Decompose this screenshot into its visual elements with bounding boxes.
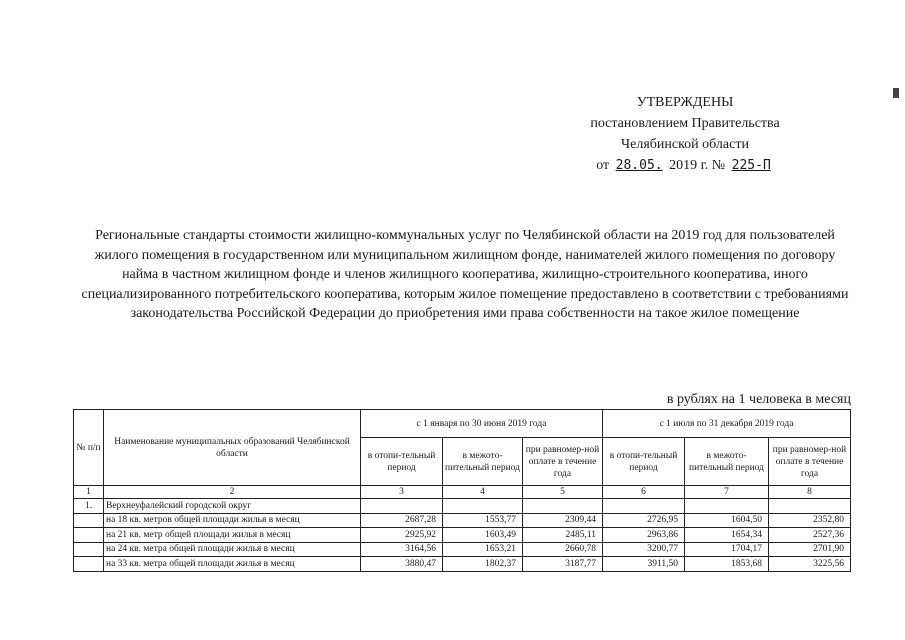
value-cell: 2485,11 xyxy=(523,528,603,543)
value-cell: 1853,68 xyxy=(685,557,769,572)
value-cell: 2660,78 xyxy=(523,542,603,557)
table-row xyxy=(74,528,851,543)
row-label: на 21 кв. метр общей площади жилья в месяц xyxy=(104,528,361,543)
column-index: 2 xyxy=(104,486,361,499)
value-cell: 2527,36 xyxy=(769,528,851,543)
header-period-2: с 1 июля по 31 декабря 2019 года xyxy=(603,410,851,438)
table-row xyxy=(74,557,851,572)
value-cell: 3164,56 xyxy=(361,542,443,557)
column-index: 1 xyxy=(74,486,104,499)
header-municipality: Наименование муниципальных образований Челябинской области xyxy=(104,410,361,486)
column-index: 7 xyxy=(685,486,769,499)
approval-resolution-line: постановлением Правительства xyxy=(590,116,780,131)
empty-cell xyxy=(603,499,685,514)
header-heating-2: в отопи-тельный период xyxy=(603,438,685,486)
value-cell: 2726,95 xyxy=(603,513,685,528)
table-row xyxy=(74,513,851,528)
header-number: № п/п xyxy=(74,410,104,486)
date-prefix: от xyxy=(596,158,610,173)
column-index: 4 xyxy=(443,486,523,499)
approval-region-line: Челябинской области xyxy=(621,137,749,152)
value-cell: 3200,77 xyxy=(603,542,685,557)
date-value: 28.05. xyxy=(615,158,663,173)
empty-cell xyxy=(361,499,443,514)
empty-cell xyxy=(685,499,769,514)
value-cell: 1553,77 xyxy=(443,513,523,528)
value-cell: 1654,34 xyxy=(685,528,769,543)
row-label: на 33 кв. метра общей площади жилья в месяц xyxy=(104,557,361,572)
column-index: 6 xyxy=(603,486,685,499)
value-cell: 1604,50 xyxy=(685,513,769,528)
table-row xyxy=(74,542,851,557)
header-uniform-1: при равномер-ной оплате в течение года xyxy=(523,438,603,486)
document-number: 225-П xyxy=(731,158,771,173)
value-cell: 2963,86 xyxy=(603,528,685,543)
header-period-1: с 1 января по 30 июня 2019 года xyxy=(361,410,603,438)
value-cell: 2309,44 xyxy=(523,513,603,528)
units-note: в рублях на 1 человека в месяц xyxy=(666,392,851,407)
value-cell: 2925,92 xyxy=(361,528,443,543)
value-cell: 3880,47 xyxy=(361,557,443,572)
value-cell: 2701,90 xyxy=(769,542,851,557)
column-index: 3 xyxy=(361,486,443,499)
document-title: Региональные стандарты стоимости жилищно-коммунальных услуг по Челябинской области на 2019 год для пользователей жилого помещения в государственном или муниципальном жилищном фонде, нанимателей жилого помещения по договору найма в частном жилищном фонде и членов жилищного кооператива, жилищно-строительного кооператива, иного специализированного потребительского кооператива, которым жилое помещение предоставлено в соответствии с требованиями законодательства Российской Федерации до приобретения ими права собственности на такое жилое помещение xyxy=(81,228,849,321)
empty-cell xyxy=(74,557,104,572)
approval-date-line xyxy=(560,155,810,176)
row-label: на 24 кв. метра общей площади жилья в месяц xyxy=(104,542,361,557)
value-cell: 2687,28 xyxy=(361,513,443,528)
value-cell: 3187,77 xyxy=(523,557,603,572)
empty-cell xyxy=(74,528,104,543)
value-cell: 1704,17 xyxy=(685,542,769,557)
standards-table xyxy=(73,409,851,572)
value-cell: 3225,56 xyxy=(769,557,851,572)
approval-heading: УТВЕРЖДЕНЫ xyxy=(636,95,734,110)
date-suffix: 2019 г. № xyxy=(669,158,726,173)
header-heating-1: в отопи-тельный период xyxy=(361,438,443,486)
approval-block xyxy=(560,92,810,176)
empty-cell xyxy=(443,499,523,514)
group-number: 1. xyxy=(74,499,104,514)
header-interheating-2: в межото-пительный период xyxy=(685,438,769,486)
header-row-periods xyxy=(74,410,851,438)
empty-cell xyxy=(769,499,851,514)
value-cell: 3911,50 xyxy=(603,557,685,572)
header-uniform-2: при равномер-ной оплате в течение года xyxy=(769,438,851,486)
column-index: 8 xyxy=(769,486,851,499)
column-index: 5 xyxy=(523,486,603,499)
value-cell: 1653,21 xyxy=(443,542,523,557)
value-cell: 1603,49 xyxy=(443,528,523,543)
empty-cell xyxy=(523,499,603,514)
group-row xyxy=(74,499,851,514)
empty-cell xyxy=(74,542,104,557)
page-edge-mark xyxy=(893,88,899,98)
group-name: Верхнеуфалейский городской округ xyxy=(104,499,361,514)
row-label: на 18 кв. метров общей площади жилья в месяц xyxy=(104,513,361,528)
column-index-row xyxy=(74,486,851,499)
header-interheating-1: в межото-пительный период xyxy=(443,438,523,486)
value-cell: 2352,80 xyxy=(769,513,851,528)
value-cell: 1802,37 xyxy=(443,557,523,572)
empty-cell xyxy=(74,513,104,528)
